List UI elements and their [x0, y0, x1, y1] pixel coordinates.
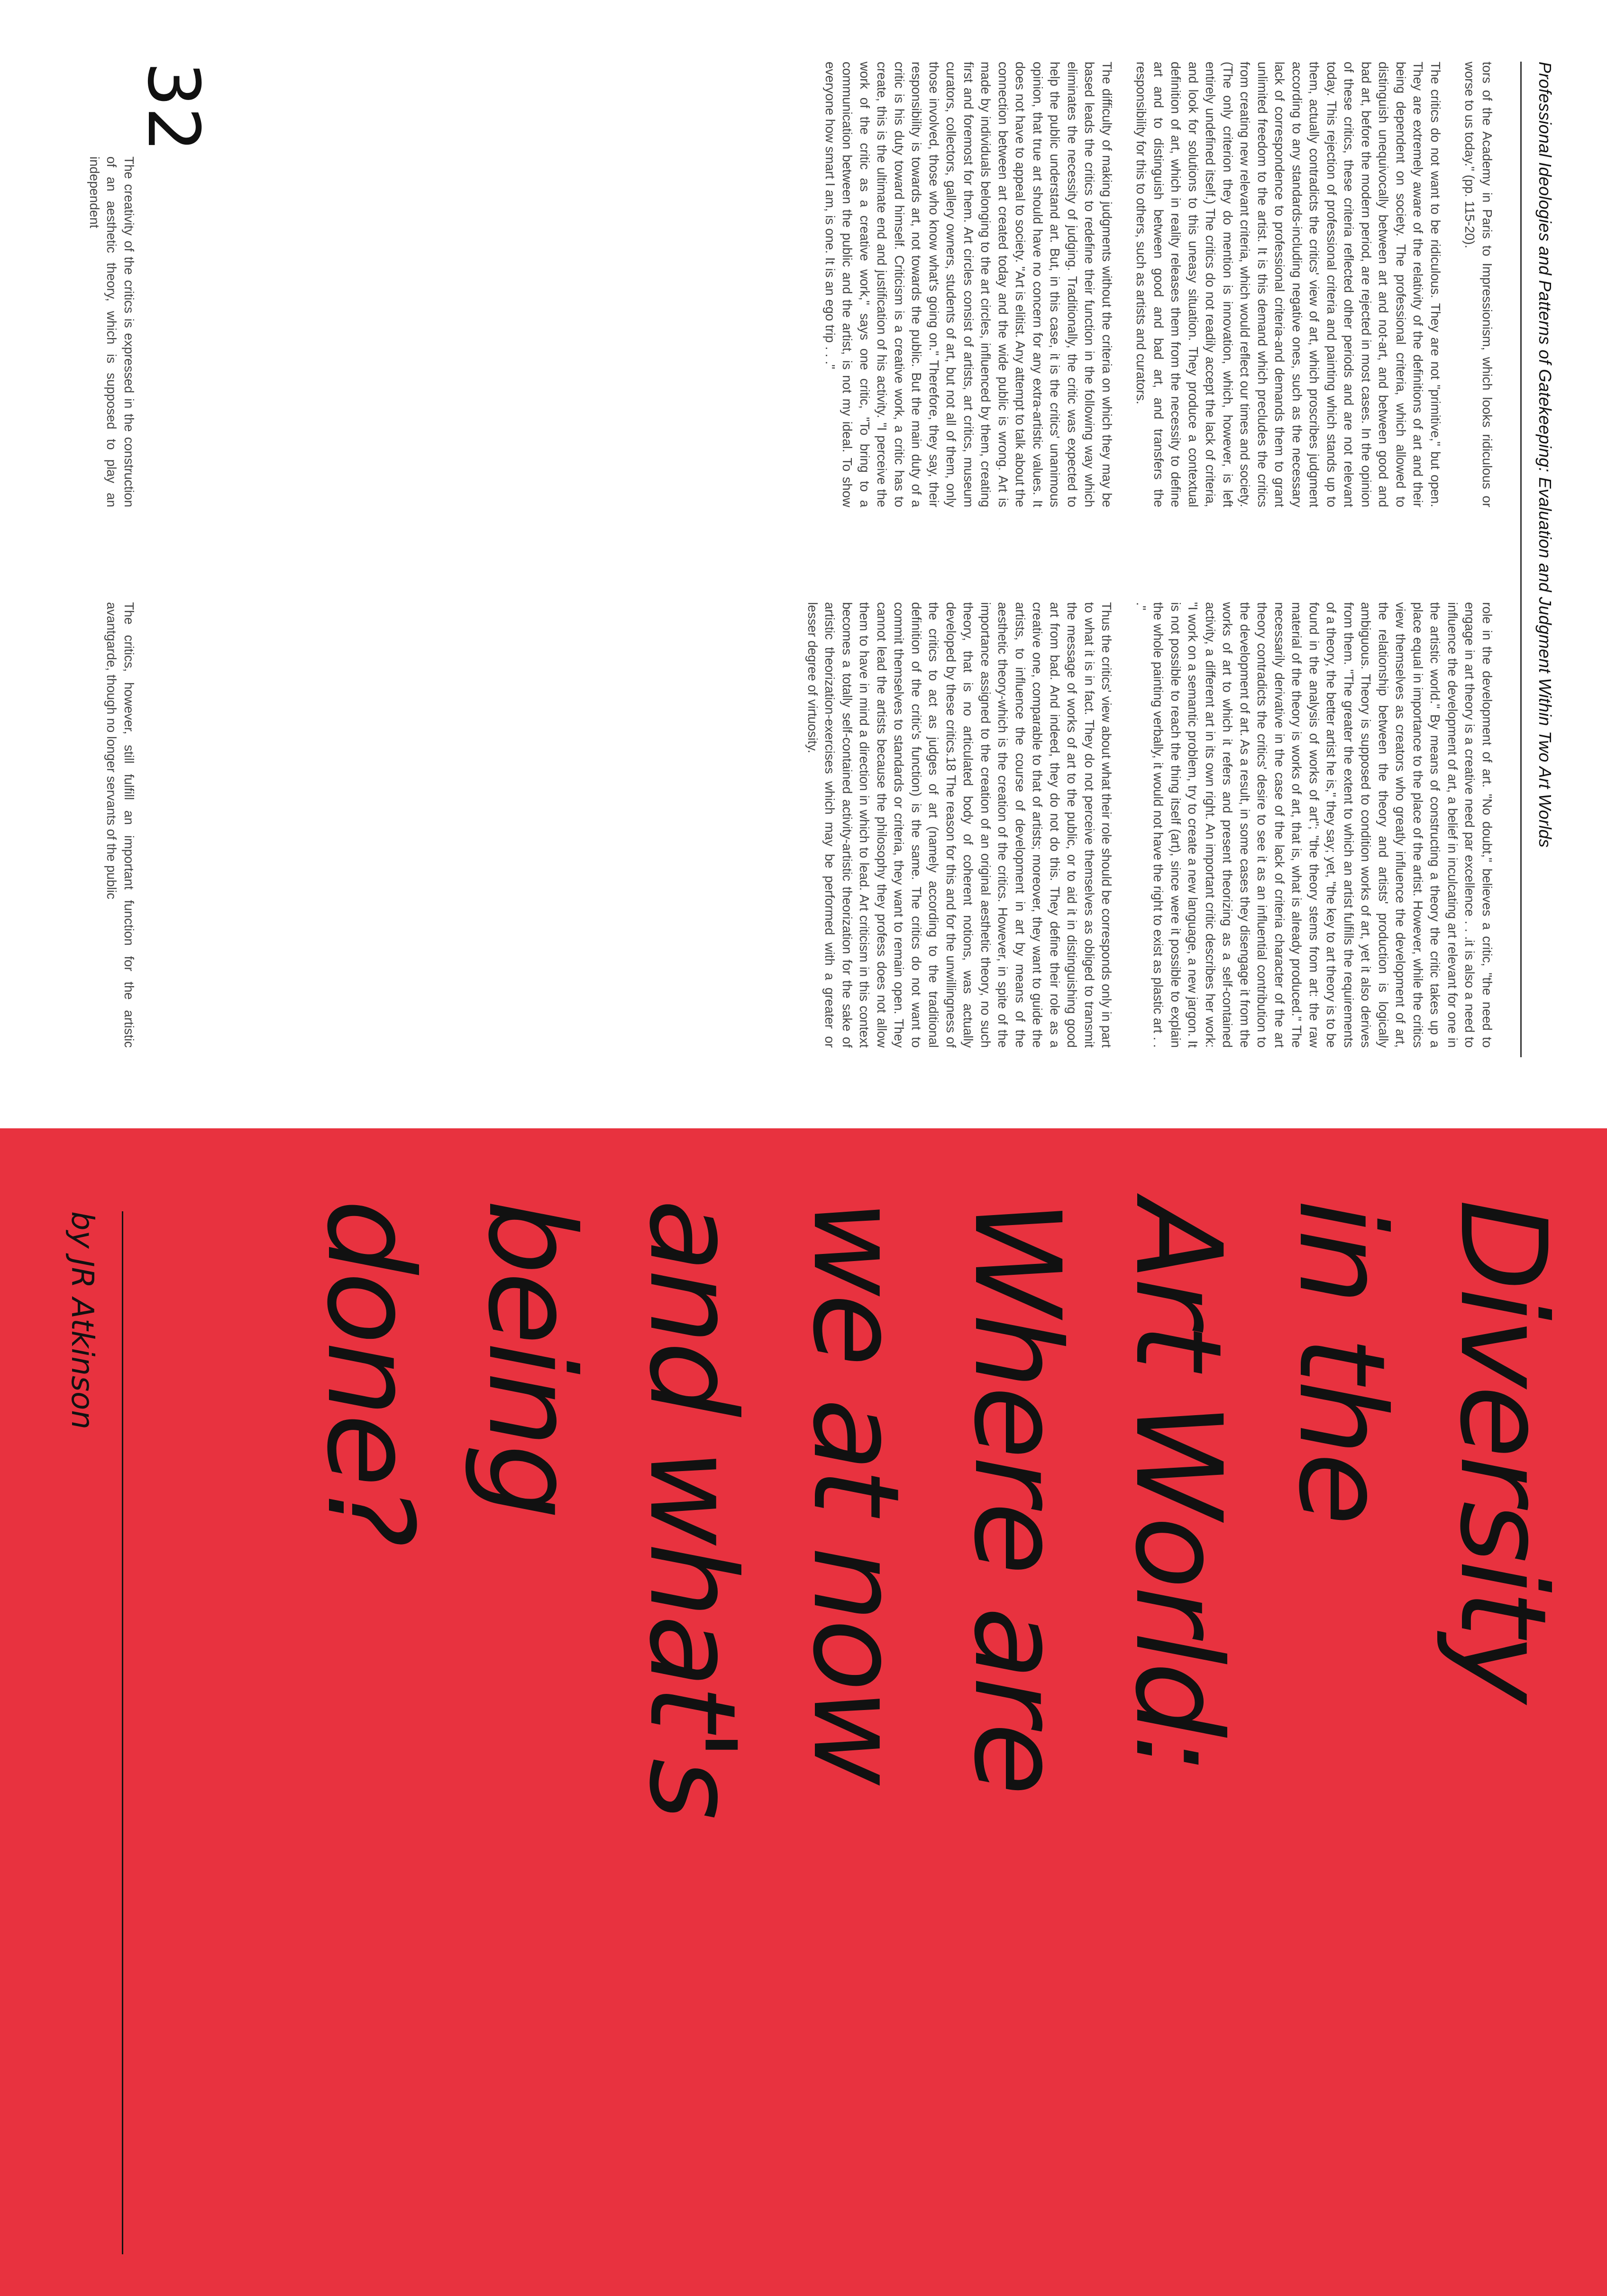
paragraph: The difficulty of making judgments without the criteria on which they may be based leads the critics to redefine their function in the following way which eliminates the necessity of judging. Traditionally, the critic was expected to help the public understand art. But, in this case, it is the critics' unanimous opinion, that true art should have no concern for any extra-artistic values. It does not have to appeal to society. "Art is elitist. Any attempt to talk about the connection between art created today and the wide public is wrong. Art is made by individuals belonging to the art circles, influenced by them, creating first and foremost for them. Art circles consist of artists, art critics, museum curators, collectors, gallery owners, students of art, but not all of them, only those involved, those who know what's going on." Therefore, they say, their responsibility is towards art, not towards the public. But the main duty of a critic is his duty toward himself. Criticism is a creative work, a critic has to create, this is the ultimate end and justification of his activity. "I perceive the work of the critic as a creative work," says one critic, "To bring to a communication between the public and the artist, is not my ideal. To show everyone how smart I am, is one. It is an ego trip . . ."	[823, 62, 1114, 507]
title-line: Diversity	[1434, 1199, 1572, 1701]
title-line: done?	[301, 1199, 439, 1544]
paragraph: role in the development of art. "No doubt," believes a critic, "the need to engage in art theory is a creative need par excellence . . .it is also a need to influence the development of art, a belief in inculcating art relevant for one in the artistic world." By means of constructing a theory the critic takes up a place equal in importance to the place of the artist. However, while the critics view themselves as creators who greatly influence the development of art, the relationship between the theory and artists' production is logically ambiguous. Theory is supposed to condition works of art, yet it also derives from them. "The greater the extent to which an artist fulfills the requirements of a theory, the better artist he is," they say; yet, "the key to art theory is to be found in the analysis of works of art"; "the theory stems from art: the raw material of the theory is works of art, that is, what is already produced." The necessarily derivative in the case of the lack of criteria character of the art theory contradicts the critics' desire to see it as an influential contribution to the development of art. As a result, in some cases they disengage it from the works of art to which it refers and present theorizing as a self-contained activity, a different art in its own right. An important critic describes her work: "I work on a semantic problem, try to create a new language, a new jargon. It is not possible to reach the thing itself (art), since were it possible to explain the whole painting verbally, it would not have the right to exist as plastic art . . ."	[1134, 602, 1495, 1048]
title-line: Where are	[948, 1199, 1086, 1793]
title-line: and what's	[623, 1199, 761, 1817]
text-column-right	[804, 602, 1496, 1048]
closing-paragraph-right: The critics, however, still fulfill an important function for the artistic avantgarde, though no longer servants of the public	[104, 602, 137, 1048]
article-text-region	[0, 0, 1607, 1128]
text-column-left	[822, 62, 1496, 507]
header-divider	[1520, 62, 1522, 1057]
title-line: we at now	[787, 1199, 925, 1783]
author-byline: by JR Atkinson	[64, 1211, 100, 1429]
title-line: being	[462, 1199, 600, 1517]
paragraph: tors of the Academy in Paris to Impressionism, which looks ridiculous or worse to us today." (pp. 115-20).	[1462, 62, 1495, 507]
paragraph: Thus the critics' view about what their role should be corresponds only in part to what it is in fact. They do not perceive themselves as obliged to transmit the message of works of art to the public, or to aid it in distinguishing good art from bad. And indeed, they do not do this. They define their role as a creative one, comparable to that of artists; moreover, they want to guide the artists, to influence the course of development in art by means of the aesthetic theory-which is the creation of the critics. However, in spite of the importance assigned to the creation of an original aesthetic theory, no such theory, that is no articulated body of coherent notions, was actually developed by these critics.18 The reason for this and for the unwillingness of the critics to act as judges of art (namely according to the traditional definition of the critic's function) is the same. The critics do not want to commit themselves to standards or criteria, they want to remain open. They cannot lead the artists because the philosophy they profess does not allow them to have in mind a direction in which to lead. Art criticism in this context becomes a totally self-contained activity-artistic theorization for the sake of artistic theorization-exercises which may be performed with a greater or lesser degree of virtuosity.	[805, 602, 1114, 1048]
paragraph: The critics do not want to be ridiculous. They are not "primitive," but open. They are extremely aware of the relativity of the definitions of art and their being dependent on society. The professional criteria, which allowed to distinguish unequivocally between art and not-art, and between good and bad art, before the modern period, are rejected in most cases. In the opinion of these critics, these criteria reflected other periods and are not relevant today. This rejection of professional criteria and painting which stands up to them, actually contradicts the critics' view of art, which proscribes judgment according to any standards-including negative ones, such as the necessary lack of correspondence to professional criteria-and demands them to grant unlimited freedom to the artist. It is this demand which precludes the critics from creating new relevant criteria, which would reflect our times and society. (The only criterion they do mention is innovation, which, however, is left entirely undefined itself.) The critics do not readily accept the lack of criteria, and look for solutions to this uneasy situation. They produce a contextual definition of art, which in reality releases them from the necessity to define art and to distinguish between good and bad art, and transfers the responsibility for this to others, such as artists and curators.	[1134, 62, 1443, 507]
byline-divider	[122, 1211, 123, 2254]
title-line: Art World:	[1109, 1199, 1247, 1772]
closing-paragraph-left: The creativity of the critics is expressed in the construction of an aesthetic theory, which is supposed to play an independent	[87, 156, 137, 507]
running-head: Professional Ideologies and Patterns of Gatekeeping: Evaluation and Judgment Within Two Art Worlds	[1535, 62, 1555, 848]
title-line: in the	[1273, 1199, 1411, 1523]
title-region	[0, 1128, 1607, 2296]
page-number: 32	[132, 62, 214, 152]
